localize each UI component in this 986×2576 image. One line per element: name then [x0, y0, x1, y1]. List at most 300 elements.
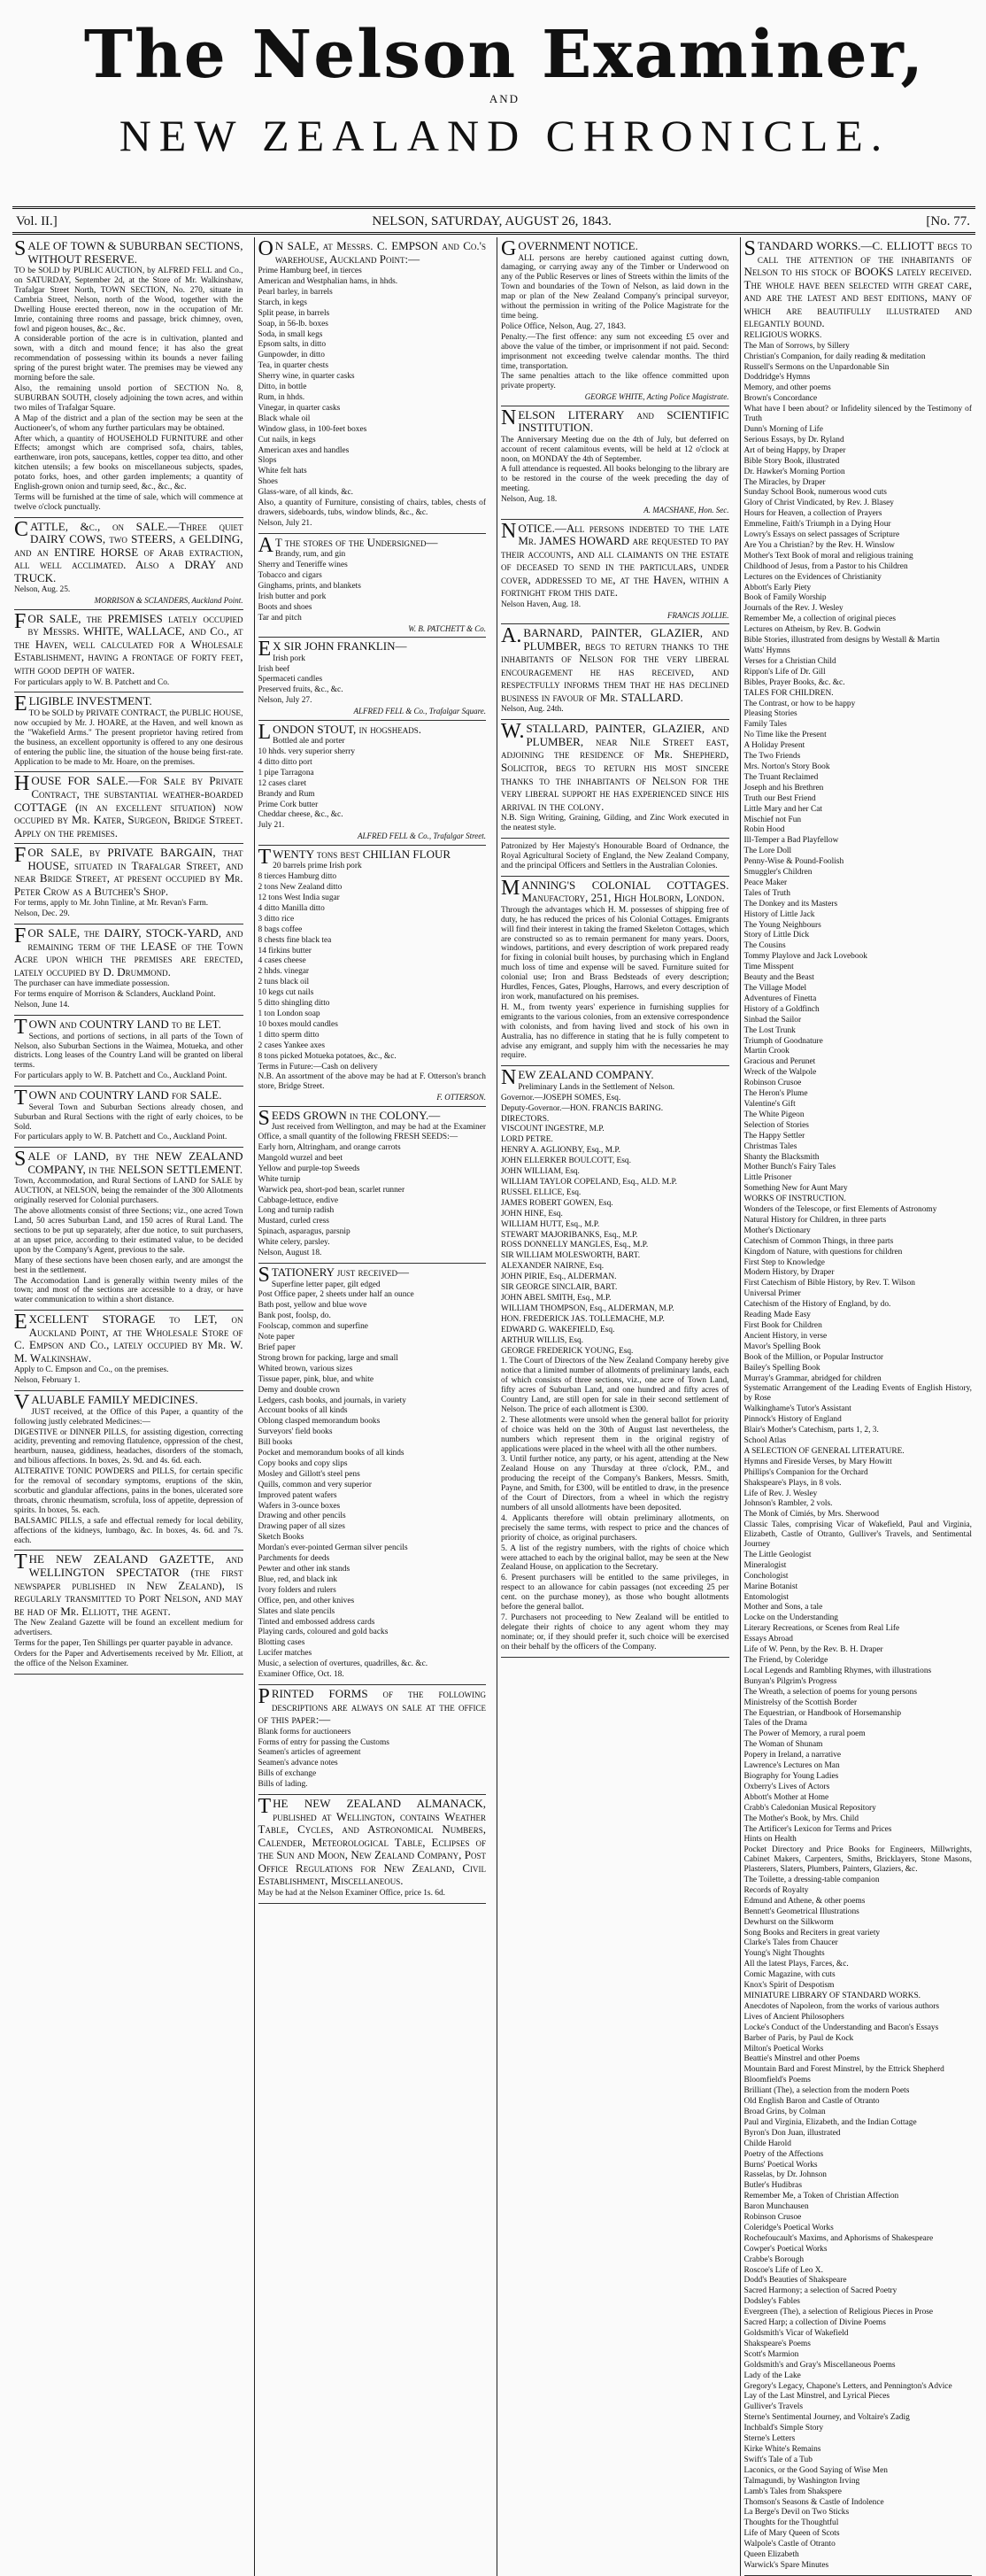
- ad-line: Lectures on Atheism, by Rev. B. Godwin: [743, 625, 881, 635]
- ad-body: [501, 254, 729, 392]
- ad-line: Blank forms for auctioneers: [258, 1727, 351, 1737]
- ad-line: Several Town and Suburban Sections already chosen, and Suburban and Rural Sections with the right of early choices, to be Sold.: [14, 1102, 243, 1132]
- ad-line: The Young Neighbours: [743, 920, 821, 930]
- masthead: [35, 12, 974, 163]
- ad-line: HON. FREDERICK JAS. TOLLEMACHE, M.P.: [501, 1314, 665, 1324]
- ad-line: Lady of the Lake: [743, 2371, 801, 2380]
- columns: [11, 237, 975, 2570]
- advertisement: [14, 1148, 243, 1311]
- ad-line: Old English Baron and Castle of Otranto: [743, 2097, 880, 2107]
- ad-line: Window glass, in 100-feet boxes: [258, 424, 367, 434]
- ad-line: Governor.—JOSEPH SOMES, Esq.: [501, 1093, 621, 1102]
- top-rule: [12, 206, 975, 209]
- ad-body: [501, 436, 729, 505]
- ad-line: DIRECTORS.: [501, 1114, 550, 1124]
- ad-line: First Catechism of Bible History, by Rev. T. Wilson: [743, 1279, 915, 1288]
- ad-line: Dewhurst on the Silkworm: [743, 1917, 834, 1927]
- ad-line: Sterne's Sentimental Journey, and Voltaire's Zadig: [743, 2413, 910, 2423]
- ad-line: Thomson's Seasons & Castle of Indolence: [743, 2497, 884, 2507]
- advertisement: [258, 237, 487, 534]
- ad-line: SIR GEORGE SINCLAIR, BART.: [501, 1283, 618, 1293]
- ad-signature: ALFRED FELL & Co., Trafalgar Street.: [357, 832, 486, 841]
- ad-line: A Holiday Present: [743, 741, 805, 751]
- ad-line: 4 ditto ditto port: [258, 757, 312, 767]
- ad-line: 1 pipe Tarragona: [258, 768, 314, 777]
- ad-line: The Cousins: [743, 941, 786, 951]
- ad-line: Blair's Mother's Catechism, parts 1, 2, 3.: [743, 1426, 879, 1435]
- ad-line: Blue, red, and black ink: [258, 1574, 338, 1584]
- ad-line: 10 boxes mould candles: [258, 1019, 338, 1029]
- ad-body: [501, 842, 729, 871]
- ad-line: Verses for a Christian Child: [743, 656, 836, 666]
- ad-line: Essays Abroad: [743, 1635, 793, 1644]
- advertisement: [501, 624, 729, 720]
- ad-line: Nelson, Dec. 29.: [14, 909, 70, 919]
- ad-line: Christmas Tales: [743, 1141, 797, 1151]
- ad-line: Drawing and other pencils: [258, 1512, 346, 1521]
- ad-line: Lectures on the Evidences of Christianity: [743, 572, 882, 582]
- ad-line: Conchologist: [743, 1571, 789, 1581]
- ad-line: Life of W. Penn, by the Rev. B. H. Draper: [743, 1645, 883, 1655]
- ad-line: Boots and shoes: [258, 602, 312, 612]
- ad-line: Black whale oil: [258, 414, 311, 423]
- ad-line: 3. Until further notice, any party, or his agent, attending at the New Zealand House on any Thursday at three o'clock, P.M., and producing the receipt of the Company's Bankers, Messrs. Smith, Payne, and Smith, for £300, will be entitled to draw, in the presence of the Court of Directors, from a wheel in which the registry numbers of all unsold allotments have been deposited.: [501, 1455, 729, 1513]
- ad-line: N.B. Sign Writing, Graining, Gilding, and Zinc Work executed in the neatest style.: [501, 814, 729, 833]
- ad-line: La Berge's Devil on Two Sticks: [743, 2508, 850, 2518]
- ad-line: GEORGE FREDERICK YOUNG, Esq.: [501, 1346, 634, 1356]
- ad-line: 1. The Court of Directors of the New Zealand Company hereby give notice that a limited number of allotments of preliminary lands, each of which consists of three sections, viz., one acre of Town Land, fifty acres of Suburban Land, and one hundred and fifty acres of Country Land, are still open for sale in their second settlement of Nelson. The price of each allotment is £300.: [501, 1357, 729, 1414]
- ad-line: Wafers in 3-ounce boxes: [258, 1501, 341, 1511]
- ad-headline: THE NEW ZEALAND ALMANACK, published at Wellington, contains Weather Table, Cycles, and Astronomical Numbers, Calender, Meteorological Table, Eclipses of the Sun and Moon, New Zealand Company, Post Office Regulations for New Zealand, Civil Establishment, Miscellaneous.: [258, 1795, 486, 1888]
- ad-line: The Wreath, a selection of poems for young persons: [743, 1687, 917, 1697]
- ad-line: Johnson's Rambler, 2 vols.: [743, 1499, 833, 1509]
- ad-line: The Village Model: [743, 984, 807, 994]
- ad-line: Epsom salts, in ditto: [258, 340, 327, 350]
- ad-line: A Map of the district and a plan of the section may be seen at the Auctioneer's, of whom any further particulars may be obtained.: [14, 414, 243, 433]
- ad-headline: NEW ZEALAND COMPANY.: [501, 1066, 654, 1090]
- ad-line: Gulliver's Travels: [743, 2402, 804, 2412]
- ad-line: Slates and slate pencils: [258, 1606, 335, 1616]
- ad-line: Are You a Christian? by the Rev. H. Winslow: [743, 540, 895, 550]
- ad-body: [258, 550, 487, 623]
- ad-line: Triumph of Goodnature: [743, 1036, 823, 1046]
- ad-line: 8 chests fine black tea: [258, 935, 332, 945]
- advertisement: [14, 844, 243, 924]
- ad-body: [258, 1123, 487, 1258]
- ad-line: American and Westphalian hams, in hhds.: [258, 277, 398, 286]
- ad-line: School Atlas: [743, 1435, 787, 1445]
- ad-headline: W.STALLARD, PAINTER, GLAZIER, and PLUMBER, near Nile Street east, adjoining the residence of Mr. Shepherd, Solicitor, begs to return his most sincere thanks to the inhabitants of Nelson for the very liberal support he has experienced since his arrival in the colony.: [501, 720, 729, 813]
- ad-line: Valentine's Gift: [743, 1099, 796, 1109]
- ad-line: Abbott's Mother at Home: [743, 1792, 829, 1802]
- ad-line: Anecdotes of Napoleon, from the works of various authors: [743, 2001, 940, 2011]
- ad-line: Walkinghame's Tutor's Assistant: [743, 1404, 851, 1414]
- advertisement: [258, 846, 487, 1107]
- ad-line: Orders for the Paper and Advertisements received by Mr. Elliott, at the office of the Nelson Examiner.: [14, 1649, 243, 1668]
- ad-line: Catechism of Common Things, in three parts: [743, 1236, 894, 1246]
- ad-line: Christian's Companion, for daily reading & meditation: [743, 352, 926, 361]
- ad-line: STEWART MAJORIBANKS, Esq., M.P.: [501, 1230, 638, 1240]
- ad-line: Nelson, February 1.: [14, 1376, 81, 1386]
- ad-line: Brandy and Rum: [258, 789, 315, 799]
- ad-line: Pearl barley, in barrels: [258, 287, 333, 297]
- ad-line: Glory of Christ Vindicated, by Rev. J. Blasey: [743, 499, 894, 508]
- advertisement: [501, 839, 729, 877]
- ad-line: JUST received, at the Office of this Paper, a quantity of the following justly celebrated Medicines:—: [14, 1407, 243, 1427]
- ad-line: 10 hhds. very superior sherry: [258, 747, 356, 757]
- ad-line: Lamb's Tales from Shakspere: [743, 2487, 842, 2496]
- ad-line: Foolscap, common and superfine: [258, 1322, 368, 1332]
- ad-line: Smuggler's Children: [743, 868, 813, 878]
- ad-line: 5. A list of the registry numbers, with the rights of choice which were attached to each by the original ballot, may be seen at the New Zealand House, on application to the Secretary.: [501, 1543, 729, 1573]
- ad-line: 1 ditto sperm ditto: [258, 1030, 320, 1040]
- advertisement: [501, 720, 729, 839]
- advertisement: [258, 1107, 487, 1264]
- ad-line: Nelson, June 14.: [14, 1001, 70, 1010]
- ad-body: [258, 1280, 487, 1680]
- ad-line: The Monk of Cimiés, by Mrs. Sherwood: [743, 1510, 880, 1520]
- ad-line: Pocket Directory and Price Books for Engineers, Millwrights, Cabinet Makers, Carpenters, Smiths, Bricklayers, Stone Masons, Plasterers, Slaters, Plumbers, Painters, Glaziers, &c.: [743, 1845, 972, 1875]
- ad-body: [14, 1177, 243, 1305]
- ad-body: [501, 705, 729, 715]
- ad-body: [501, 600, 729, 610]
- ad-line: Many of these sections have been chosen early, and are amongst the best in the settlement.: [14, 1256, 243, 1275]
- advertisement: [14, 237, 243, 518]
- ad-line: Starch, in kegs: [258, 298, 307, 307]
- ad-headline: PRINTED FORMS of the following descriptions are always on sale at the office of this paper:—: [258, 1684, 486, 1727]
- ad-line: Oblong clasped memorandum books: [258, 1417, 381, 1427]
- ad-line: Nelson, July 21.: [258, 518, 312, 528]
- ad-headline: MANNING'S COLONIAL COTTAGES. Manufactory, 251, High Holborn, London.: [501, 876, 729, 905]
- ad-line: Natural History for Children, in three parts: [743, 1215, 887, 1225]
- ad-line: All the latest Plays, Farces, &c.: [743, 1960, 849, 1969]
- ad-line: Robinson Crusoe: [743, 1079, 802, 1088]
- ad-line: Inchbald's Simple Story: [743, 2424, 824, 2433]
- ad-line: Yellow and purple-top Sweeds: [258, 1164, 360, 1173]
- ad-line: Catechism of the History of England, by do.: [743, 1300, 891, 1310]
- ad-line: Evergreen (The), a selection of Religious Pieces in Prose: [743, 2308, 934, 2317]
- advertisement: [258, 534, 487, 638]
- ad-line: Seamen's advance notes: [258, 1759, 338, 1768]
- ad-line: Beauty and the Beast: [743, 973, 814, 983]
- ad-line: Mineralogist: [743, 1560, 787, 1570]
- ad-line: Nelson, Aug. 25.: [14, 585, 71, 595]
- ad-line: Walpole's Castle of Otranto: [743, 2540, 836, 2549]
- advertisement: [14, 1391, 243, 1551]
- ad-line: Just received from Wellington, and may be had at the Examiner Office, a small quantity of the following FRESH SEEDS:—: [258, 1123, 486, 1142]
- ad-line: Family Tales: [743, 720, 787, 730]
- ad-line: ARTHUR WILLIS, Esq.: [501, 1335, 584, 1345]
- ad-line: Baron Munchausen: [743, 2202, 809, 2212]
- ad-line: Irish pork: [273, 654, 305, 663]
- ad-line: ALEXANDER NAIRNE, Esq.: [501, 1262, 605, 1272]
- ad-line: Terms for the paper, Ten Shillings per quarter payable in advance.: [14, 1639, 234, 1648]
- ad-line: July 21.: [258, 821, 285, 831]
- ad-line: The Anniversary Meeting due on the 4th of July, but deferred on account of recent calamitous events, will be held at 12 o'clock at noon, on MONDAY the 4th of September.: [501, 435, 729, 464]
- ad-line: 12 tons West India sugar: [258, 893, 340, 902]
- ad-headline: LONDON STOUT, in hogsheads.: [258, 720, 422, 744]
- ad-line: Phillips's Companion for the Orchard: [743, 1467, 868, 1477]
- ad-line: Art of being Happy, by Draper: [743, 445, 846, 455]
- ad-line: Burns' Poetical Works: [743, 2160, 818, 2170]
- ad-line: Ginghams, prints, and blankets: [258, 582, 361, 592]
- ad-line: Penny-Wise & Pound-Foolish: [743, 857, 844, 867]
- ad-signature: GEORGE WHITE, Acting Police Magistrate.: [584, 392, 729, 402]
- ad-line: Hints on Health: [743, 1835, 797, 1845]
- advertisement: [14, 692, 243, 772]
- ad-line: ROSS DONNELLY MANGLES, Esq., M.P.: [501, 1241, 649, 1250]
- ad-line: H. M., from twenty years' experience in furnishing supplies for emigrants to the various colonies, from an extensive correspondence with colonists, and from having lived and stock of his own in Australia, has no difference in stating that he is fully competent to advise any emigrant, and supply him with the necessaries he may require.: [501, 1002, 729, 1061]
- ad-line: The Donkey and its Masters: [743, 899, 838, 909]
- ad-line: Lowry's Essays on select passages of Scripture: [743, 530, 900, 540]
- ad-line: Story of Little Dick: [743, 931, 810, 940]
- ad-line: Sterne's Letters: [743, 2434, 796, 2444]
- ad-line: 2 tuns black oil: [258, 978, 310, 987]
- ad-line: Irish beef: [258, 664, 290, 674]
- ad-line: Marine Botanist: [743, 1582, 798, 1591]
- ad-line: Long and turnip radish: [258, 1206, 335, 1216]
- ad-line: Slops: [258, 456, 277, 466]
- ad-headline: FOR SALE, the DAIRY, STOCK-YARD, and remaining term of the LEASE of the Town Acre upon which the premises are erected, lately occupied by D. Drummond.: [14, 924, 243, 979]
- ad-line: Oxberry's Lives of Actors: [743, 1782, 830, 1791]
- ad-line: Peace Maker: [743, 878, 788, 887]
- ad-body: [14, 585, 243, 595]
- ad-line: Brief paper: [258, 1342, 296, 1352]
- ad-headline: EXCELLENT STORAGE to LET, on Auckland Point, at the Wholesale Store of C. Empson and Co., lately occupied by Mr. W. M. Walkinshaw.: [14, 1311, 243, 1365]
- advertisement: [501, 520, 729, 625]
- ad-line: Wreck of the Walpole: [743, 1068, 817, 1078]
- ad-line: Entomologist: [743, 1592, 790, 1602]
- ad-line: 12 cases claret: [258, 778, 307, 788]
- advertisement: [258, 1685, 487, 1795]
- ad-headline: SEEDS GROWN in the COLONY.—: [258, 1106, 441, 1130]
- ad-line: Bill books: [258, 1438, 293, 1448]
- ad-line: Bath post, yellow and blue wove: [258, 1301, 367, 1311]
- ad-line: N.B. An assortment of the above may be had at F. Otterson's branch store, Bridge Street.: [258, 1072, 486, 1092]
- ad-line: A SELECTION OF GENERAL LITERATURE.: [743, 1446, 905, 1456]
- ad-line: Dodd's Beauties of Shakspeare: [743, 2276, 847, 2286]
- ad-signature: FRANCIS JOLLIE.: [667, 610, 729, 620]
- ad-line: 8 bags coffee: [258, 924, 303, 934]
- ad-line: BALSAMIC PILLS, a safe and effectual remedy for local debility, affections of the kidneys, lumbago, &c. In boxes, 4s. 6d. and 7s. each.: [14, 1516, 243, 1545]
- ad-line: The Equestrian, or Handbook of Horsemanship: [743, 1708, 902, 1718]
- ad-line: Shakspeare's Plays, in 8 vols.: [743, 1478, 842, 1488]
- ad-line: Brilliant (The), a selection from the modern Poets: [743, 2086, 910, 2096]
- ad-line: Time Misspent: [743, 963, 794, 972]
- ad-line: Warwick pea, short-pod bean, scarlet runner: [258, 1185, 405, 1195]
- ad-line: Penalty.—The first offence: any sum not exceeding £5 over and above the value of the timber, or imprisonment if not paid. Second: imprisonment not exceeding twelve calendar months. The third time, transportation.: [501, 332, 729, 371]
- ad-headline: SALE of LAND, by the NEW ZEALAND COMPANY, in the NELSON SETTLEMENT.: [14, 1148, 243, 1176]
- advertisement: [14, 1016, 243, 1087]
- ad-line: The above allotments consist of three Sections; viz., one acred Town Land, 50 acres Suburban Land, and 150 acres of Rural Land. The sections to be put up separately, after due notice, to suit purchasers, at an upset price, according to their estimated value, to be decided upon by the Company's Agent, previous to the sale.: [14, 1207, 243, 1255]
- ad-signature: ALFRED FELL & Co., Trafalgar Square.: [353, 707, 486, 716]
- ad-line: Examiner Office, Oct. 18.: [258, 1670, 344, 1680]
- ad-line: Surveyors' field books: [258, 1427, 333, 1437]
- ad-line: Martin Crook: [743, 1047, 790, 1056]
- advertisement: [501, 1066, 729, 1657]
- ad-line: LORD PETRE.: [501, 1135, 553, 1145]
- ad-line: First Book for Children: [743, 1321, 822, 1331]
- ad-line: Knox's Spirit of Despotism: [743, 1981, 835, 1991]
- ad-line: Popery in Ireland, a narrative: [743, 1751, 842, 1760]
- ad-line: Little Prisoner: [743, 1173, 792, 1183]
- ad-line: Clarke's Tales from Chaucer: [743, 1938, 838, 1948]
- ad-line: The White Pigeon: [743, 1110, 805, 1119]
- ad-line: Tommy Playlove and Jack Lovebook: [743, 952, 867, 962]
- ad-line: The Woman of Shunam: [743, 1740, 823, 1750]
- ad-line: Systematic Arrangement of the Leading Events of English History, by Rose: [743, 1384, 972, 1404]
- ad-line: Apply to C. Empson and Co., on the premises.: [14, 1365, 169, 1375]
- ad-line: Adventures of Finetta: [743, 994, 817, 1003]
- ad-line: The Man of Sorrows, by Sillery: [743, 341, 850, 351]
- ad-line: TO be SOLD by PRIVATE CONTRACT, the PUBLIC HOUSE, now occupied by Mr. J. HOARE, at the Haven, and well known as the "Wakefield Arms." The present proprietor having retired from the business, an excellent opportunity is offered to any one desirous of entering the public line, the situation of the house being first-rate. Application to be made to Mr. Hoare, on the premises.: [14, 709, 243, 767]
- ad-line: Cabbage-lettuce, endive: [258, 1195, 339, 1205]
- ad-line: Reading Made Easy: [743, 1311, 811, 1320]
- ad-line: Classic Tales, comprising Vicar of Wakefield, Paul and Virginia, Elizabeth, Castle of Otranto, Gulliver's Travels, and Sentimental Journey: [743, 1520, 972, 1550]
- ad-line: Ledgers, cash books, and journals, in variety: [258, 1396, 406, 1405]
- ad-headline: ELIGIBLE INVESTMENT.: [14, 692, 152, 716]
- ad-line: Irish butter and pork: [258, 592, 327, 601]
- ad-line: The purchaser can have immediate possession.: [14, 979, 170, 989]
- ad-line: Life of Mary Queen of Scots: [743, 2529, 840, 2539]
- ad-line: Selection of Stories: [743, 1120, 809, 1130]
- ad-line: Gregory's Legacy, Chapone's Letters, and Pennington's Advice: [743, 2381, 952, 2391]
- ad-line: Childe Harold: [743, 2139, 791, 2148]
- ad-line: Mother's Dictionary: [743, 1226, 811, 1235]
- advertisement: [744, 237, 973, 2576]
- advertisement: [14, 610, 243, 693]
- ad-line: Parchments for deeds: [258, 1554, 330, 1564]
- ad-line: Poetry of the Affections: [743, 2149, 824, 2159]
- ad-line: Mother Bunch's Fairy Tales: [743, 1163, 836, 1172]
- ad-headline: A.BARNARD, PAINTER, GLAZIER, and PLUMBER, begs to return thanks to the inhabitants of Nelson for the very liberal encouragement he has received, and respectfully informs them that he has declined business in favour of Mr. STALLARD.: [501, 624, 729, 704]
- ad-line: Bennett's Geometrical Illustrations: [743, 1907, 859, 1916]
- ad-line: The Truant Reclaimed: [743, 772, 819, 782]
- place-and-date: NELSON, SATURDAY, AUGUST 26, 1843.: [372, 214, 612, 228]
- ad-line: The New Zealand Gazette will be found an excellent medium for advertisers.: [14, 1619, 243, 1638]
- ad-line: 2. These allotments were unsold when the general ballot for priority of choice was held on the 30th of August last nevertheless, the numbers which represent them in the original registry of applications were placed in the wheel with all the other numbers.: [501, 1415, 729, 1454]
- ad-body: [501, 906, 729, 1062]
- ad-line: Remember Me, a collection of original pieces: [743, 615, 897, 624]
- ad-line: The Friend, by Coleridge: [743, 1656, 828, 1666]
- ad-line: Sunday School Book, numerous wood cuts: [743, 488, 887, 498]
- ad-line: RUSSEL ELLICE, Esq.: [501, 1187, 582, 1197]
- ad-body: [14, 899, 243, 919]
- advertisement: [14, 1087, 243, 1148]
- ad-line: The Lost Trunk: [743, 1025, 796, 1035]
- ad-line: Mrs. Norton's Story Book: [743, 762, 830, 771]
- ad-line: Lives of Ancient Philosophers: [743, 2012, 844, 2022]
- ad-line: WORKS OF INSTRUCTION.: [743, 1195, 846, 1204]
- ad-line: Coleridge's Poetical Works: [743, 2223, 834, 2232]
- advertisement: [14, 1311, 243, 1391]
- ad-line: JOHN ABEL SMITH, Esq., M.P.: [501, 1293, 612, 1303]
- ad-line: Bloomfield's Poems: [743, 2076, 811, 2085]
- ad-headline: STANDARD WORKS.—C. ELLIOTT begs to call the attention of the inhabitants of Nelson to his stock of BOOKS lately received. The whole have been selected with great care, and are the latest and best editions, many of which are beautifully illustrated and elegantly bound.: [743, 237, 972, 330]
- ad-line: Blotting cases: [258, 1638, 305, 1648]
- ad-line: May be had at the Nelson Examiner Office, price 1s. 6d.: [258, 1888, 445, 1898]
- ad-line: Beattie's Minstrel and other Poems: [743, 2054, 860, 2064]
- dateline: [16, 214, 970, 229]
- ad-line: Bills of lading.: [258, 1780, 308, 1790]
- advertisement: [501, 877, 729, 1067]
- ad-line: Song Books and Reciters in great variety: [743, 1928, 881, 1938]
- ad-line: JOHN HINE, Esq.: [501, 1209, 563, 1218]
- ad-line: Kingdom of Nature, with questions for children: [743, 1247, 903, 1257]
- ad-line: VISCOUNT INGESTRE, M.P.: [501, 1125, 605, 1134]
- ad-body: [258, 862, 487, 1092]
- ad-line: Records of Royalty: [743, 1885, 809, 1895]
- ad-headline: TOWN and COUNTRY LAND for SALE.: [14, 1087, 222, 1110]
- ad-line: Mangold wurzel and beet: [258, 1153, 343, 1163]
- ad-line: Locke's Conduct of the Understanding and Bacon's Essays: [743, 2023, 939, 2032]
- ad-body: [258, 1889, 487, 1899]
- ad-line: Truth our Best Friend: [743, 793, 816, 803]
- ad-line: Brown's Concordance: [743, 394, 818, 404]
- ad-line: DIGESTIVE or DINNER PILLS, for assisting digestion, correcting acidity, preventing and removing flatulence, oppression of the chest, heartburn, nausea, giddiness, headaches, disorders of the stomach, and bilious affections. In boxes, 2s. 9d. and 4s. 6d. each.: [14, 1427, 243, 1466]
- ad-line: Bank post, foolsp, do.: [258, 1311, 331, 1321]
- column-4: [740, 237, 976, 2576]
- ad-body: [501, 1083, 729, 1652]
- ad-line: 8 tierces Hamburg ditto: [258, 872, 337, 882]
- ad-line: Russell's Sermons on the Unpardonable Sin: [743, 362, 890, 372]
- ad-line: Bible Stories, illustrated from designs by Westall & Martin: [743, 636, 940, 646]
- ad-line: The Power of Memory, a rural poem: [743, 1729, 866, 1739]
- ad-line: Book of the Million, or Popular Instructor: [743, 1352, 884, 1362]
- ad-line: Book of Family Worship: [743, 593, 827, 603]
- ad-line: Cut nails, in kegs: [258, 435, 316, 445]
- ad-body: [258, 737, 487, 831]
- ad-headline: AT the stores of the Undersigned—: [258, 533, 438, 557]
- ad-line: For terms enquire of Morrison & Sclanders, Auckland Point.: [14, 990, 216, 1000]
- ad-line: American axes and handles: [258, 445, 350, 455]
- ad-line: Terms in Future:—Cash on delivery: [258, 1062, 378, 1071]
- ad-line: Lay of the Last Minstrel, and Lyrical Pieces: [743, 2392, 890, 2402]
- ad-line: Prime Hamburg beef, in tierces: [258, 267, 362, 276]
- ad-line: Preserved fruits, &c., &c.: [258, 685, 343, 695]
- ad-line: TO be SOLD by PUBLIC AUCTION, by ALFRED FELL and Co., on SATURDAY, September 2d, at the Store of Mr. Walkinshaw, Trafalgar Street North, TOWN SECTION, No. 270, situate in Cambria Street, Nelson, north of the Wood, together with the Dwelling House erected thereon, now in the occupation of Mr. Imrie, containing three rooms and passage, brick chimney, oven, fowl and pigeon houses, &c., &c.: [14, 267, 243, 334]
- advertisement: [14, 1551, 243, 1674]
- ad-line: Hours for Heaven, a collection of Prayers: [743, 509, 882, 519]
- ad-line: Spermaceti candles: [258, 675, 323, 685]
- ad-line: Ancient History, in verse: [743, 1331, 828, 1341]
- ad-line: Also, the remaining unsold portion of SECTION No. 8, SUBURBAN SOUTH, closely adjoining the town acres, and within two miles of Trafalgar Square.: [14, 383, 243, 413]
- ad-line: Tales of Truth: [743, 888, 790, 898]
- ad-body: [14, 1408, 243, 1546]
- ad-line: The Lore Doll: [743, 847, 792, 856]
- ad-line: Tales of the Drama: [743, 1719, 807, 1729]
- masthead-and: AND: [489, 92, 520, 105]
- ad-line: Wonders of the Telescope, or first Elements of Astronomy: [743, 1205, 937, 1215]
- ad-line: White turnip: [258, 1174, 301, 1184]
- ad-line: For terms, apply to Mr. John Tinline, at Mr. Revan's Farm.: [14, 899, 209, 909]
- ad-line: Sketch Books: [258, 1533, 304, 1543]
- ad-line: Patronized by Her Majesty's Honourable Board of Ordnance, the Royal Agricultural Society of England, the New Zealand Company, and the principal Officers and Settlers in the Australian Colonies.: [501, 842, 729, 870]
- ad-line: Ditto, in bottle: [258, 383, 307, 392]
- ad-line: Little Mary and her Cat: [743, 804, 823, 814]
- ad-line: 10 kegs cut nails: [258, 988, 314, 998]
- ad-line: TALES FOR CHILDREN.: [743, 688, 834, 698]
- ad-line: 1 ton London soap: [258, 1009, 320, 1018]
- ad-line: Quills, common and very superior: [258, 1480, 372, 1489]
- ad-line: The Heron's Plume: [743, 1089, 808, 1099]
- ad-line: The Toilette, a dressing-table companion: [743, 1876, 880, 1885]
- ad-line: Sections, and portions of sections, in all parts of the Town of Nelson, also Suburban Sections in the Waimea, Motueka, and other districts. Long leases of the Country Land will be granted on liberal terms.: [14, 1032, 243, 1071]
- ad-line: Byron's Don Juan, illustrated: [743, 2128, 841, 2138]
- ad-body: [14, 1103, 243, 1143]
- ad-line: Strong brown for packing, large and small: [258, 1353, 398, 1363]
- ad-line: The Little Geologist: [743, 1550, 812, 1559]
